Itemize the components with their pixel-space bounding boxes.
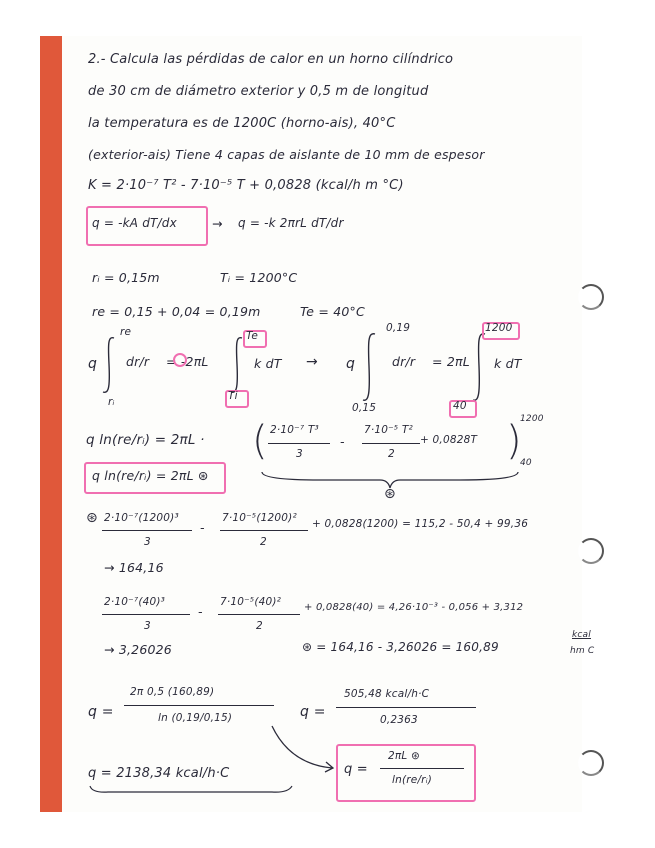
problem-line-3: la temperatura es de 1200C (horno-ais), 40°C xyxy=(88,116,396,131)
eval1200-t1-den: 3 xyxy=(144,536,151,548)
final-boxed-left: q = xyxy=(344,762,368,777)
eval40-t2-bar xyxy=(218,614,300,615)
eval1200-t1-num: 2·10⁻⁷(1200)³ xyxy=(104,512,179,524)
t-upper-1200: 1200 xyxy=(485,322,513,334)
final-q1-left: q = xyxy=(88,704,114,720)
binder-ring-icon xyxy=(578,750,604,776)
outer-temperature: Te = 40°C xyxy=(300,304,365,319)
integral-equals-2piL: = -2πL xyxy=(166,354,209,369)
fourier-planar: q = -kA dT/dx xyxy=(92,216,177,230)
eval40-t1-den: 3 xyxy=(144,620,151,632)
log-term2-num: 7·10⁻⁵ T² xyxy=(364,424,413,436)
log-term1-den: 3 xyxy=(296,448,303,460)
result-underbrace-icon xyxy=(88,784,294,796)
final-result: q = 2138,34 kcal/h·C xyxy=(88,766,230,781)
integral-sign-icon xyxy=(470,330,490,406)
k-dT-numeric: k dT xyxy=(494,356,522,371)
outer-radius: re = 0,15 + 0,04 = 0,19m xyxy=(92,304,261,319)
integral-q-numeric: q xyxy=(346,356,356,372)
integral-upper-019: 0,19 xyxy=(386,322,411,334)
integral-q: q xyxy=(88,356,98,372)
eval1200-rest: + 0,0828(1200) = 115,2 - 50,4 + 99,36 xyxy=(312,518,529,530)
eval1200-t2-bar xyxy=(220,530,308,531)
bracket-open: ( xyxy=(252,418,268,464)
star-result: ⊛ = 164,16 - 3,26026 = 160,89 xyxy=(302,640,499,654)
eval1200-t2-num: 7·10⁻⁵(1200)² xyxy=(222,512,297,524)
red-margin xyxy=(40,36,62,812)
final-q2-bar xyxy=(336,707,476,708)
eval1200-result: → 164,16 xyxy=(104,560,164,575)
problem-line-1: 2.- Calcula las pérdidas de calor en un horno cilíndrico xyxy=(88,52,454,67)
final-q2-den: 0,2363 xyxy=(380,714,418,726)
final-q1-num: 2π 0,5 (160,89) xyxy=(130,686,215,698)
k-dT: k dT xyxy=(254,356,282,371)
eval40-rest: + 0,0828(40) = 4,26·10⁻³ - 0,056 + 3,312 xyxy=(304,602,524,613)
binder-ring-icon xyxy=(578,284,604,310)
integral-equals-2piL-numeric: = 2πL xyxy=(432,354,470,369)
log-term2-den: 2 xyxy=(388,448,395,460)
eval40-t2-den: 2 xyxy=(256,620,263,632)
eval1200-t2-den: 2 xyxy=(260,536,267,548)
t-lower-ti: Ti xyxy=(228,390,238,402)
binder-ring-icon xyxy=(578,538,604,564)
inner-temperature: Tᵢ = 1200°C xyxy=(220,270,298,285)
bracket-close: ) xyxy=(506,418,522,464)
eval-star: ⊛ xyxy=(86,510,98,526)
eval40-minus: - xyxy=(198,604,203,619)
integral-sign-icon xyxy=(100,334,120,398)
curved-arrow-icon xyxy=(270,724,340,774)
log-term1-bar xyxy=(268,443,330,444)
units-numerator: kcal xyxy=(572,630,591,640)
eval40-t1-num: 2·10⁻⁷(40)³ xyxy=(104,596,166,608)
final-boxed-bar xyxy=(380,768,464,769)
final-q1-bar xyxy=(124,705,274,706)
eval1200-t1-bar xyxy=(102,530,192,531)
final-q1-den: ln (0,19/0,15) xyxy=(158,712,233,724)
integrand-dr-r: dr/r xyxy=(126,354,150,369)
eval1200-minus: - xyxy=(200,520,205,535)
integrand-dr-r-numeric: dr/r xyxy=(392,354,416,369)
units-denominator: hm C xyxy=(570,646,595,656)
log-boxed-equation: q ln(re/rᵢ) = 2πL ⊛ xyxy=(92,468,209,483)
integral-lower-015: 0,15 xyxy=(352,402,377,414)
setup-arrow: → xyxy=(306,354,318,370)
eval40-t1-bar xyxy=(102,614,190,615)
t-lower-40: 40 xyxy=(453,400,467,412)
final-q2-num: 505,48 kcal/h·C xyxy=(344,688,430,700)
t-upper-te: Te xyxy=(246,330,258,342)
fourier-cylindrical: q = -k 2πrL dT/dr xyxy=(238,216,344,230)
integral-sign-icon xyxy=(360,330,380,406)
conductivity-equation: K = 2·10⁻⁷ T² - 7·10⁻⁵ T + 0,0828 (kcal/h m °C) xyxy=(88,178,404,193)
final-boxed-den: ln(re/rᵢ) xyxy=(392,774,433,786)
eval-upper-1200: 1200 xyxy=(520,414,544,424)
log-term1-num: 2·10⁻⁷ T³ xyxy=(270,424,319,436)
log-term3: + 0,0828T xyxy=(420,434,478,446)
eval40-result: → 3,26026 xyxy=(104,642,172,657)
problem-line-2: de 30 cm de diámetro exterior y 0,5 m de longitud xyxy=(88,84,429,99)
fourier-arrow: → xyxy=(212,216,223,231)
final-q2-left: q = xyxy=(300,704,326,720)
inner-radius: rᵢ = 0,15m xyxy=(92,270,160,285)
eval40-t2-num: 7·10⁻⁵(40)² xyxy=(220,596,282,608)
minus-sign-highlight xyxy=(173,353,187,367)
final-boxed-num: 2πL ⊛ xyxy=(388,750,420,762)
log-minus: - xyxy=(340,434,345,449)
eval-lower-40: 40 xyxy=(520,458,532,468)
log-term2-bar xyxy=(362,443,420,444)
integral-upper-re: re xyxy=(120,326,132,338)
integral-lower-ri: rᵢ xyxy=(108,396,115,408)
log-equation-left: q ln(re/rᵢ) = 2πL · xyxy=(86,432,205,448)
underbrace-star: ⊛ xyxy=(384,486,396,502)
problem-line-4: (exterior-ais) Tiene 4 capas de aislante de 10 mm de espesor xyxy=(88,147,485,162)
